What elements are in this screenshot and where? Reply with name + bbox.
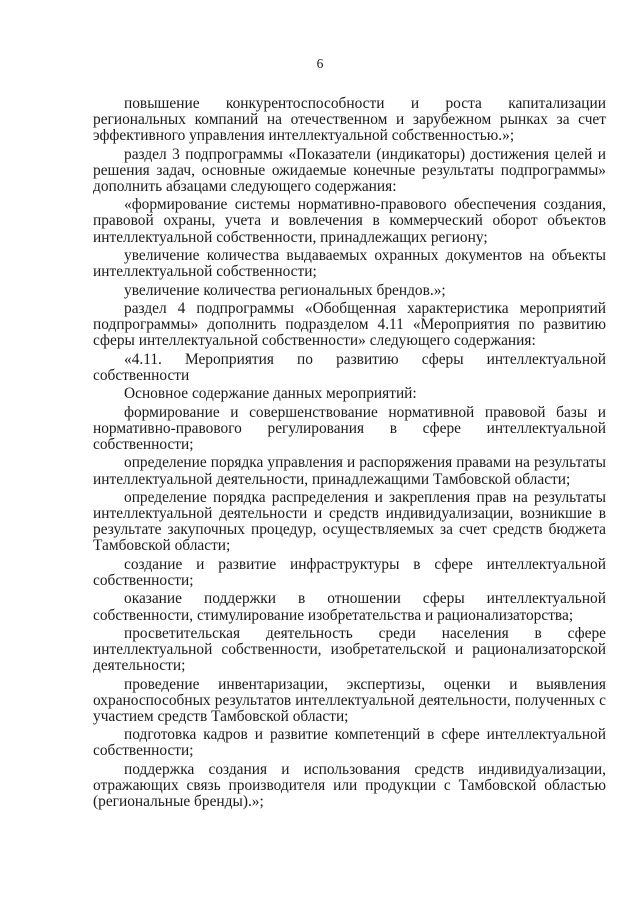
paragraph: увеличение количества выдаваемых охранных документов на объекты интеллектуальной собственности; [93,247,606,281]
paragraph: проведение инвентаризации, экспертизы, оценки и выявления охраноспособных результатов интеллектуальной деятельности, полученных с участием средств Тамбовской области; [93,675,606,725]
paragraph: оказание поддержки в отношении сферы интеллектуальной собственности, стимулирование изобретательства и рационализаторства; [93,590,606,624]
paragraph: раздел 4 подпрограммы «Обобщенная характеристика мероприятий подпрограммы» дополнить подразделом 4.11 «Мероприятия по развитию сферы интеллектуальной собственности» следующего содержания: [93,300,606,350]
subsection-heading: «4.11. Мероприятия по развитию сферы интеллектуальной собственности [93,350,606,384]
paragraph: подготовка кадров и развитие компетенций в сфере интеллектуальной собственности; [93,726,606,760]
paragraph: определение порядка управления и распоряжения правами на результаты интеллектуальной деятельности, принадлежащими Тамбовской области; [93,454,606,488]
paragraph: определение порядка распределения и закрепления прав на результаты интеллектуальной деятельности и средств индивидуализации, возникшие в результате закупочных процедур, осуществляемых за счет средств бюджета Тамбовской области; [93,489,606,555]
paragraph: раздел 3 подпрограммы «Показатели (индикаторы) достижения целей и решения задач, основные ожидаемые конечные результаты подпрограммы» дополнить абзацами следующего содержания: [93,145,606,195]
paragraph: Основное содержание данных мероприятий: [124,385,417,403]
paragraph: просветительская деятельность среди населения в сфере интеллектуальной собственности, изобретательской и рационализаторской деятельности; [93,624,606,675]
paragraph: поддержка создания и использования средств индивидуализации, отражающих связь производителя или продукции с Тамбовской областью (региональные бренды).»; [93,760,606,811]
document-body [93,96,606,813]
paragraph: формирование и совершенствование нормативной правовой базы и нормативно-правового регулирования в сфере интеллектуальной собственности; [93,403,606,453]
paragraph: увеличение количества региональных брендов.»; [124,281,446,299]
paragraph: создание и развитие инфраструктуры в сфере интеллектуальной собственности; [93,555,606,589]
page-number: 6 [316,56,324,71]
paragraph: повышение конкурентоспособности и роста капитализации региональных компаний на отечественном и зарубежном рынках за счет эффективного управления интеллектуальной собственностью.»; [93,95,606,145]
paragraph: «формирование системы нормативно-правового обеспечения создания, правовой охраны, учета и вовлечения в коммерческий оборот объектов интеллектуальной собственности, принадлежащих региону; [93,196,606,246]
